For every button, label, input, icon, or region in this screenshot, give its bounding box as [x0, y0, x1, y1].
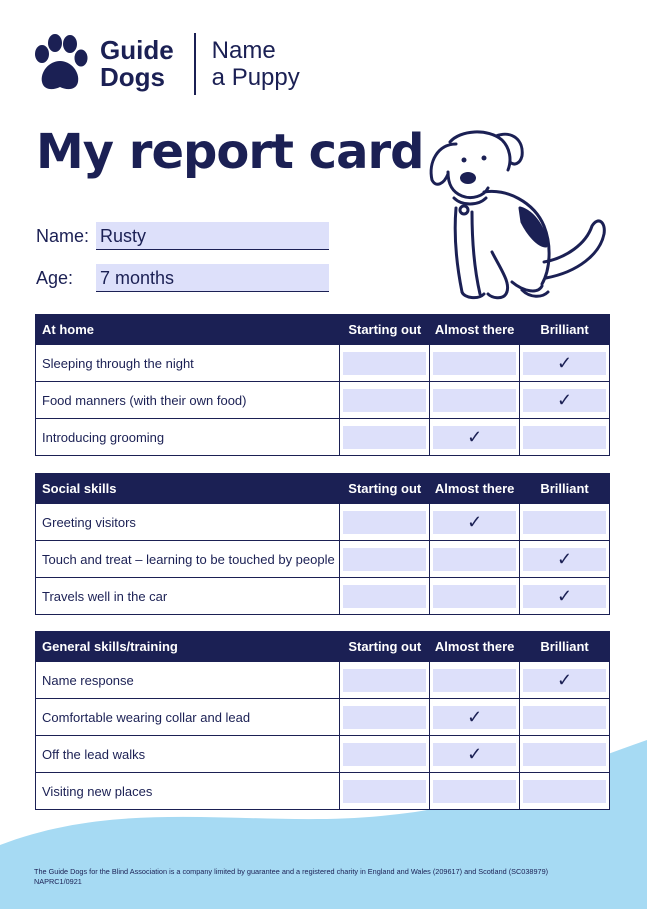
- rating-checkbox[interactable]: [433, 669, 516, 692]
- report-table-general-skills: [35, 631, 610, 810]
- rating-checkbox[interactable]: [343, 669, 426, 692]
- check-mark-icon: ✓: [467, 706, 483, 727]
- rating-cell: [430, 382, 520, 419]
- rating-cell: [340, 419, 430, 456]
- check-mark-icon: ✓: [467, 743, 483, 764]
- rating-cell: [430, 662, 520, 699]
- table-header-row: [36, 632, 610, 662]
- table-header-row: [36, 474, 610, 504]
- check-mark-icon: ✓: [467, 426, 483, 447]
- skill-label: Greeting visitors: [36, 504, 340, 541]
- brand-line-1: Guide: [100, 35, 174, 65]
- brand-line-2: Dogs: [100, 62, 165, 92]
- brand-name: [100, 37, 174, 91]
- skill-label: Name response: [36, 662, 340, 699]
- check-mark-icon: ✓: [557, 548, 573, 569]
- rating-cell: [520, 662, 610, 699]
- rating-checkbox[interactable]: [343, 389, 426, 412]
- rating-checkbox[interactable]: [433, 511, 516, 534]
- rating-cell: [340, 736, 430, 773]
- skill-label: Food manners (with their own food): [36, 382, 340, 419]
- campaign-line-2: a Puppy: [211, 64, 300, 91]
- name-label: Name:: [36, 225, 90, 246]
- section-heading: At home: [36, 315, 340, 345]
- rating-cell: [340, 662, 430, 699]
- rating-checkbox[interactable]: [523, 389, 606, 412]
- rating-cell: [430, 504, 520, 541]
- column-header: Brilliant: [520, 632, 610, 662]
- rating-cell: [430, 736, 520, 773]
- puppy-illustration: [426, 122, 612, 308]
- rating-cell: [520, 382, 610, 419]
- rating-cell: [430, 773, 520, 810]
- rating-checkbox[interactable]: [433, 585, 516, 608]
- table-row: [36, 578, 610, 615]
- rating-checkbox[interactable]: [523, 548, 606, 571]
- rating-checkbox[interactable]: [433, 548, 516, 571]
- column-header: Brilliant: [520, 474, 610, 504]
- footer-reference: NAPRC1/0921: [34, 877, 82, 886]
- column-header: Starting out: [340, 474, 430, 504]
- skill-label: Sleeping through the night: [36, 345, 340, 382]
- rating-checkbox[interactable]: [343, 548, 426, 571]
- column-header: Almost there: [430, 474, 520, 504]
- rating-cell: [340, 345, 430, 382]
- table-row: [36, 541, 610, 578]
- age-label: Age:: [36, 267, 74, 288]
- rating-checkbox[interactable]: [343, 743, 426, 766]
- rating-cell: [430, 345, 520, 382]
- logo-divider: [194, 33, 196, 95]
- table-row: [36, 736, 610, 773]
- name-field[interactable]: Rusty: [96, 222, 329, 250]
- rating-checkbox[interactable]: [343, 780, 426, 803]
- report-table-social-skills: [35, 473, 610, 615]
- rating-checkbox[interactable]: [433, 780, 516, 803]
- guide-dogs-logo: [32, 30, 300, 98]
- table-row: [36, 419, 610, 456]
- column-header: Brilliant: [520, 315, 610, 345]
- skill-label: Touch and treat – learning to be touched by people: [36, 541, 340, 578]
- footer-charity-text: The Guide Dogs for the Blind Association is a company limited by guarantee and a registered charity in England and Wales (209617) and Scotland (SC038979): [34, 867, 549, 876]
- rating-cell: [430, 541, 520, 578]
- rating-cell: [340, 541, 430, 578]
- rating-checkbox[interactable]: [523, 669, 606, 692]
- check-mark-icon: ✓: [557, 585, 573, 606]
- rating-cell: [520, 345, 610, 382]
- rating-checkbox[interactable]: [523, 426, 606, 449]
- rating-cell: [520, 419, 610, 456]
- rating-checkbox[interactable]: [433, 743, 516, 766]
- table-row: [36, 773, 610, 810]
- skill-label: Travels well in the car: [36, 578, 340, 615]
- table-header-row: [36, 315, 610, 345]
- section-heading: Social skills: [36, 474, 340, 504]
- rating-checkbox[interactable]: [433, 352, 516, 375]
- rating-cell: [430, 699, 520, 736]
- page-title: My report card: [36, 124, 424, 180]
- age-field[interactable]: 7 months: [96, 264, 329, 292]
- campaign-line-1: Name: [211, 37, 276, 64]
- rating-cell: [520, 699, 610, 736]
- skill-label: Off the lead walks: [36, 736, 340, 773]
- name-row: [36, 222, 329, 250]
- rating-checkbox[interactable]: [343, 426, 426, 449]
- rating-checkbox[interactable]: [433, 706, 516, 729]
- rating-cell: [340, 699, 430, 736]
- rating-cell: [520, 504, 610, 541]
- rating-checkbox[interactable]: [343, 352, 426, 375]
- rating-cell: [520, 773, 610, 810]
- column-header: Starting out: [340, 632, 430, 662]
- rating-checkbox[interactable]: [523, 706, 606, 729]
- rating-cell: [520, 541, 610, 578]
- rating-checkbox[interactable]: [523, 352, 606, 375]
- table-row: [36, 504, 610, 541]
- table-row: [36, 662, 610, 699]
- skill-label: Visiting new places: [36, 773, 340, 810]
- age-row: [36, 264, 329, 292]
- rating-cell: [520, 736, 610, 773]
- skill-label: Comfortable wearing collar and lead: [36, 699, 340, 736]
- rating-cell: [340, 578, 430, 615]
- rating-cell: [430, 578, 520, 615]
- rating-checkbox[interactable]: [523, 780, 606, 803]
- rating-checkbox[interactable]: [343, 511, 426, 534]
- table-row: [36, 382, 610, 419]
- table-row: [36, 345, 610, 382]
- rating-cell: [430, 419, 520, 456]
- check-mark-icon: ✓: [556, 352, 573, 373]
- rating-checkbox[interactable]: [523, 511, 606, 534]
- rating-checkbox[interactable]: [523, 743, 606, 766]
- footer: [34, 867, 594, 887]
- section-heading: General skills/training: [36, 632, 340, 662]
- report-table-at-home: [35, 314, 610, 456]
- column-header: Starting out: [340, 315, 430, 345]
- campaign-name: [212, 37, 300, 91]
- column-header: Almost there: [430, 315, 520, 345]
- check-mark-icon: ✓: [557, 669, 573, 690]
- paw-print-icon: [32, 34, 88, 94]
- check-mark-icon: ✓: [467, 511, 483, 532]
- rating-checkbox[interactable]: [343, 585, 426, 608]
- column-header: Almost there: [430, 632, 520, 662]
- table-row: [36, 699, 610, 736]
- skill-label: Introducing grooming: [36, 419, 340, 456]
- rating-checkbox[interactable]: [523, 585, 606, 608]
- check-mark-icon: ✓: [556, 389, 573, 410]
- rating-cell: [520, 578, 610, 615]
- rating-checkbox[interactable]: [433, 426, 516, 449]
- rating-cell: [340, 773, 430, 810]
- rating-cell: [340, 382, 430, 419]
- rating-cell: [340, 504, 430, 541]
- rating-checkbox[interactable]: [343, 706, 426, 729]
- rating-checkbox[interactable]: [433, 389, 516, 412]
